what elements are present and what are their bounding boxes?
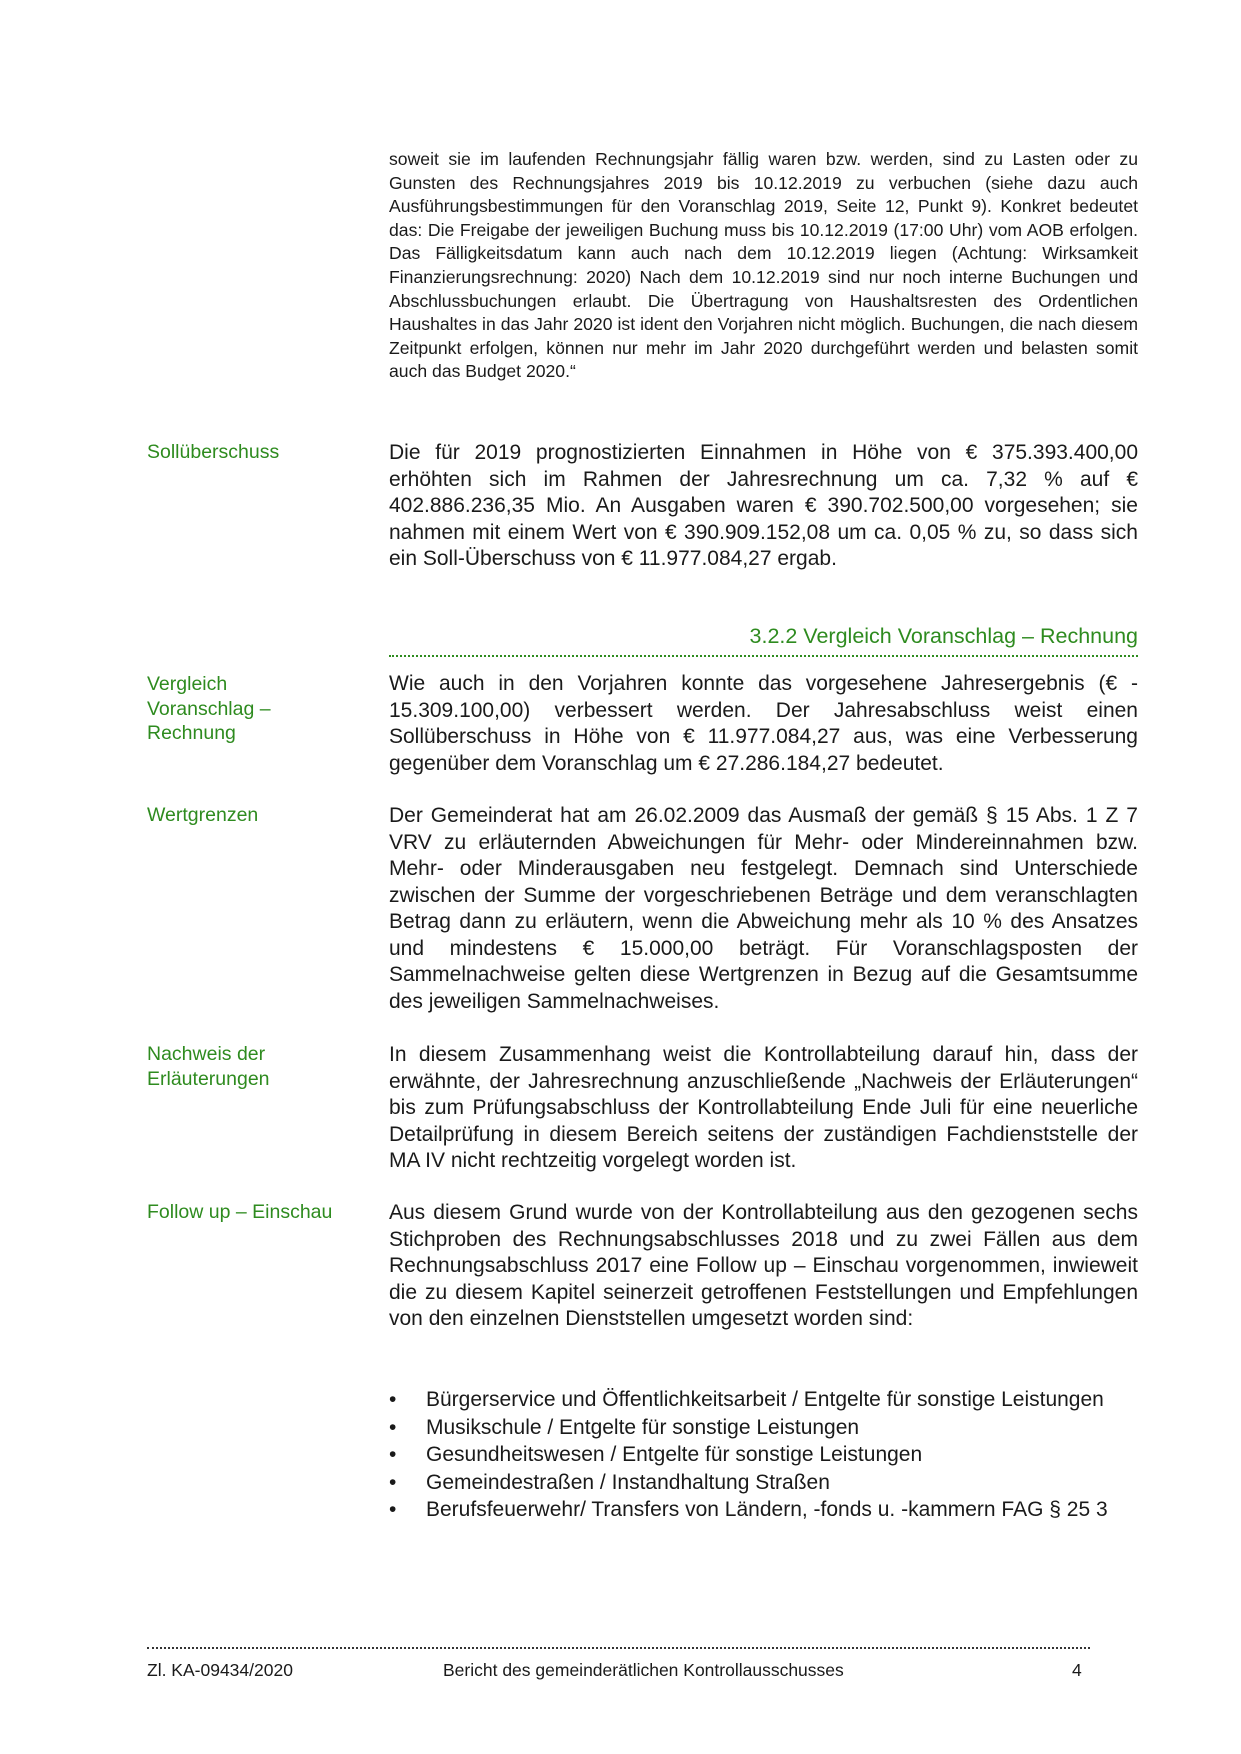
list-item (389, 1469, 1138, 1497)
bullet-icon: • (389, 1443, 397, 1466)
list-item-text: Bürgerservice und Öffentlichkeitsarbeit / Entgelte für sonstige Leistungen (426, 1388, 1104, 1411)
list-item (389, 1414, 1138, 1442)
paragraph-nachweis (389, 1042, 1138, 1175)
bullet-icon: • (389, 1388, 397, 1411)
paragraph-vergleich (389, 671, 1138, 777)
list-item-text: Gesundheitswesen / Entgelte für sonstige Leistungen (426, 1443, 923, 1466)
paragraph-text: Wie auch in den Vorjahren konnte das vorgesehene Jahresergebnis (€ - 15.309.100,00) verbessert werden. Der Jahresabschluss weist einen Sollüberschuss in Höhe von € 11.977.084,27 aus, was eine Verbesserung gegenüber dem Voranschlag um € 27.286.184,27 bedeutet. (389, 672, 1138, 775)
list-item-text: Berufsfeuerwehr/ Transfers von Ländern, -fonds u. -kammern FAG § 25 3 (426, 1498, 1108, 1521)
paragraph-text: Aus diesem Grund wurde von der Kontrollabteilung aus den gezogenen sechs Stichproben des Rechnungsabschlusses 2018 und zu zwei Fällen aus dem Rechnungsabschluss 2017 eine Follow up – Einschau vorgenommen, inwieweit die zu diesem Kapitel seinerzeit getroffenen Feststellungen und Empfehlungen von den einzelnen Dienststellen umgesetzt worden sind: (389, 1201, 1138, 1330)
margin-label-sollueberschuss: Sollüberschuss (147, 441, 280, 463)
paragraph-followup (389, 1200, 1138, 1333)
list-item-text: Musikschule / Entgelte für sonstige Leistungen (426, 1415, 860, 1439)
followup-list (389, 1386, 1138, 1524)
footer-title: Bericht des gemeinderätlichen Kontrollausschusses (443, 1660, 844, 1680)
list-item-text: Gemeindestraßen / Instandhaltung Straßen (426, 1470, 830, 1494)
bullet-icon: • (389, 1470, 397, 1494)
margin-label-wertgrenzen: Wertgrenzen (147, 804, 259, 826)
footer-divider (147, 1647, 1090, 1649)
paragraph-text: Die für 2019 prognostizierten Einnahmen in Höhe von € 375.393.400,00 erhöhten sich im Rahmen der Jahresrechnung um ca. 7,32 % auf € 402.886.236,35 Mio. An Ausgaben waren € 390.702.500,00 vorgesehen; sie nahmen mit einem Wert von € 390.909.152,08 um ca. 0,05 % zu, so dass sich ein Soll-Überschuss von € 11.977.084,27 ergab. (389, 441, 1138, 570)
paragraph-text: Der Gemeinderat hat am 26.02.2009 das Ausmaß der gemäß § 15 Abs. 1 Z 7 VRV zu erläuternden Abweichungen für Mehr- oder Mindereinnahmen bzw. Mehr- oder Minderausgaben neu festgelegt. Demnach sind Unterschiede zwischen der Summe der vorgeschriebenen Beträge und dem veranschlagten Betrag dann zu erläutern, wenn die Abweichung mehr als 10 % des Ansatzes und mindestens € 15.000,00 beträgt. Für Voranschlagsposten der Sammelnachweise gelten diese Wertgrenzen in Bezug auf die Gesamtsumme des jeweiligen Sammelnachweises. (389, 804, 1138, 1013)
quote-text: soweit sie im laufenden Rechnungsjahr fällig waren bzw. werden, sind zu Lasten oder zu Gunsten des Rechnungsjahres 2019 bis 10.12.2019 zu verbuchen (siehe dazu auch Ausführungsbestimmungen für den Voranschlag 2019, Seite 12, Punkt 9). Konkret bedeutet das: Die Freigabe der jeweiligen Buchung muss bis 10.12.2019 (17:00 Uhr) vom AOB erfolgen. Das Fälligkeitsdatum kann auch nach dem 10.12.2019 liegen (Achtung: Wirksamkeit Finanzierungsrechnung: 2020) Nach dem 10.12.2019 sind nur noch interne Buchungen und Abschlussbuchungen erlaubt. Die Übertragung von Haushaltsresten des Ordentlichen Haushaltes in das Jahr 2020 ist ident den Vorjahren nicht möglich. Buchungen, die nach diesem Zeitpunkt erfolgen, können nur mehr im Jahr 2020 durchgeführt werden und belasten somit auch das Budget 2020.“ (389, 149, 1138, 382)
paragraph-wertgrenzen (389, 803, 1138, 1015)
heading-divider (389, 655, 1138, 657)
paragraph-text: In diesem Zusammenhang weist die Kontrollabteilung darauf hin, dass der erwähnte, der Jahresrechnung anzuschließende „Nachweis der Erläuterungen“ bis zum Prüfungsabschluss der Kontrollabteilung Ende Juli für eine neuerliche Detailprüfung in diesem Bereich seitens der zuständigen Fachdienststelle der MA IV nicht rechtzeitig vorgelegt worden ist. (389, 1043, 1138, 1172)
bullet-icon: • (389, 1415, 397, 1439)
list-item (389, 1441, 1138, 1469)
margin-label-vergleich: Vergleich Voranschlag – Rechnung (147, 673, 271, 744)
quote-paragraph (389, 148, 1138, 384)
page-number: 4 (1072, 1660, 1082, 1680)
margin-label-followup: Follow up – Einschau (147, 1201, 333, 1223)
list-item (389, 1496, 1138, 1524)
bullet-icon: • (389, 1498, 397, 1521)
section-heading: 3.2.2 Vergleich Voranschlag – Rechnung (749, 624, 1138, 648)
paragraph-sollueberschuss (389, 440, 1138, 573)
margin-label-nachweis: Nachweis der Erläuterungen (147, 1043, 270, 1090)
list-item (389, 1386, 1138, 1414)
footer-reference: Zl. KA-09434/2020 (147, 1660, 293, 1680)
